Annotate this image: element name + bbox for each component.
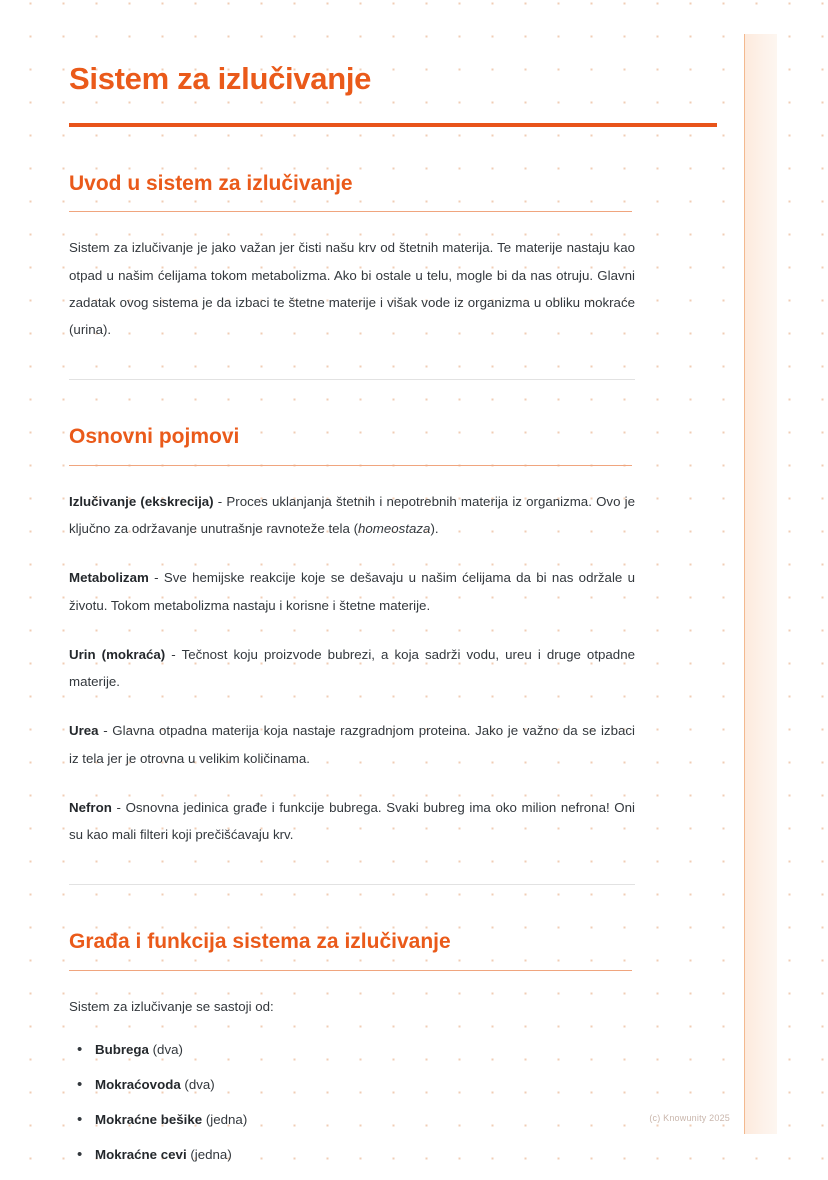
term-definition: Sve hemijske reakcije koje se dešavaju u našim ćelijama da bi nas održale u životu. Tokom metabolizma nastaju i korisne i štetne materije. bbox=[69, 570, 635, 613]
list-item bbox=[69, 1145, 637, 1165]
section-uvod bbox=[69, 171, 637, 381]
section-heading-underline bbox=[69, 211, 632, 212]
list-item-rest: (dva) bbox=[180, 1077, 215, 1093]
term-label: Izlučivanje (ekskrecija) bbox=[69, 493, 214, 509]
decorative-right-stripe-line bbox=[744, 34, 746, 1134]
section-heading: Građa i funkcija sistema za izlučivanje bbox=[69, 930, 451, 954]
term-dash: - bbox=[111, 799, 126, 815]
list-item bbox=[69, 1110, 637, 1130]
term-label: Metabolizam bbox=[69, 570, 149, 586]
list-item-rest: (jedna) bbox=[202, 1112, 248, 1128]
copyright-footer: (c) Knowunity 2025 bbox=[649, 1113, 730, 1123]
section-grada-i-funkcija bbox=[69, 929, 637, 1165]
term-label: Urin (mokraća) bbox=[69, 646, 166, 662]
list-item-rest: (dva) bbox=[148, 1042, 183, 1058]
term-definition: Glavna otpadna materija koja nastaje razgradnjom proteina. Jako je važno da se izbaci iz tela jer je otrovna u velikim količinama. bbox=[69, 723, 635, 766]
organ-list bbox=[69, 1040, 637, 1165]
term-dash: - bbox=[165, 646, 182, 662]
list-item bbox=[69, 1040, 637, 1060]
term-emphasis: homeostaza bbox=[358, 521, 431, 537]
list-item bbox=[69, 1075, 637, 1095]
term-definition-tail: ). bbox=[430, 521, 439, 537]
document-content bbox=[69, 60, 637, 1180]
term-entry bbox=[69, 641, 635, 696]
term-definition: Tečnost koju proizvode bubrezi, a koja sadrži vodu, ureu i druge otpadne materije. bbox=[69, 646, 635, 690]
section-osnovni-pojmovi bbox=[69, 424, 637, 885]
term-dash: - bbox=[213, 493, 227, 509]
section-heading: Osnovni pojmovi bbox=[69, 425, 240, 449]
list-item-term: Mokraćovoda bbox=[95, 1077, 181, 1093]
list-item-term: Bubrega bbox=[95, 1042, 149, 1058]
decorative-right-stripe bbox=[745, 34, 777, 1134]
term-entry bbox=[69, 488, 635, 543]
term-dash: - bbox=[98, 723, 113, 739]
section-paragraph: Sistem za izlučivanje je jako važan jer čisti našu krv od štetnih materija. Te materije nastaju kao otpad u našim ćelijama tokom metabolizma. Ako bi ostale u telu, mogle bi da nas otruju. Glavni zadatak ovog sistema je da izbaci te štetne materije i višak vode iz organizma u obliku mokraće (urina). bbox=[69, 240, 635, 338]
section-heading: Uvod u sistem za izlučivanje bbox=[69, 171, 353, 195]
term-label: Urea bbox=[69, 723, 99, 739]
term-definition: Proces uklanjanja štetnih i nepotrebnih materija iz organizma. Ovo je ključno za održavanje unutrašnje ravnoteže tela ( bbox=[69, 493, 635, 537]
section-heading-underline bbox=[69, 465, 632, 466]
term-entry bbox=[69, 717, 635, 772]
title-underline bbox=[69, 123, 717, 127]
list-item-term: Mokraćne bešike bbox=[95, 1112, 203, 1128]
term-entry bbox=[69, 794, 635, 849]
list-item-term: Mokraćne cevi bbox=[95, 1147, 187, 1163]
section-lead-text: Sistem za izlučivanje se sastoji od: bbox=[69, 999, 274, 1015]
term-definition: Osnovna jedinica građe i funkcije bubrega. Svaki bubreg ima oko milion nefrona! Oni su kao mali filteri koji prečišćavaju krv. bbox=[69, 799, 635, 843]
section-divider bbox=[69, 884, 635, 885]
list-item-rest: (jedna) bbox=[186, 1147, 232, 1163]
section-divider bbox=[69, 379, 635, 380]
page-title: Sistem za izlučivanje bbox=[69, 61, 372, 96]
term-label: Nefron bbox=[69, 799, 112, 815]
term-entry bbox=[69, 564, 635, 619]
section-heading-underline bbox=[69, 970, 632, 971]
term-dash: - bbox=[148, 570, 164, 586]
